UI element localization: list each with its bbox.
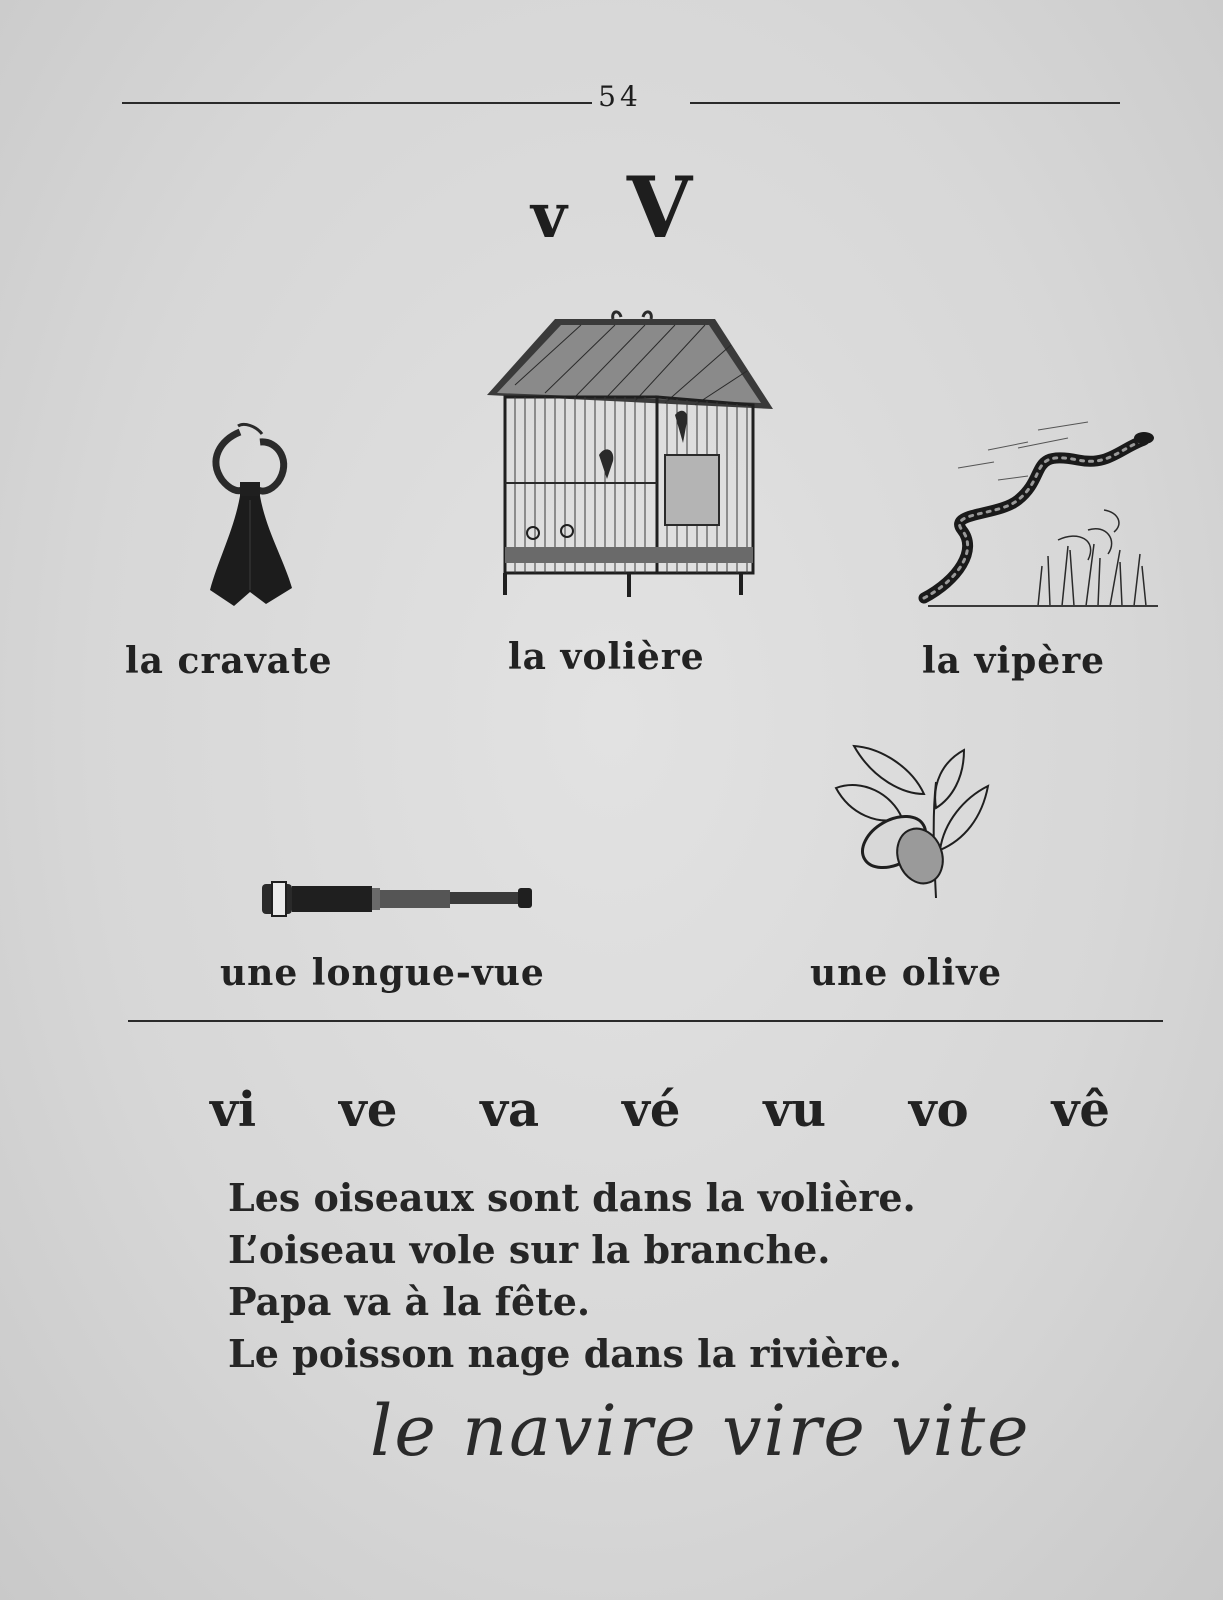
caption-olive: une olive <box>810 952 1002 994</box>
sentence: L’oiseau vole sur la branche. <box>228 1227 831 1272</box>
header-rule-left <box>122 102 592 104</box>
caption-viper: la vipère <box>922 640 1106 682</box>
page-number: 54 <box>598 80 642 113</box>
olive-icon <box>832 738 997 903</box>
syllable: vé <box>621 1082 681 1138</box>
sentence: Le poisson nage dans la rivière. <box>228 1331 902 1376</box>
header-rule-right <box>690 102 1120 104</box>
cursive-line: le navire vire vite <box>370 1390 1031 1472</box>
syllable: vu <box>763 1082 826 1138</box>
reading-sentences <box>228 1172 916 1380</box>
sentence: Les oiseaux sont dans la volière. <box>228 1175 916 1220</box>
letter-heading <box>0 158 1223 257</box>
caption-cravat: la cravate <box>125 640 333 682</box>
sentence: Papa va à la fête. <box>228 1279 591 1324</box>
syllable-row <box>210 1082 1110 1138</box>
viper-icon <box>918 420 1163 615</box>
syllable: vi <box>210 1082 257 1138</box>
caption-spyglass: une longue-vue <box>220 952 545 994</box>
syllable: vê <box>1051 1082 1110 1138</box>
section-divider <box>128 1020 1163 1022</box>
cravat-icon <box>200 420 300 615</box>
syllable: va <box>480 1082 540 1138</box>
uppercase-letter: V <box>626 158 693 257</box>
spyglass-icon <box>258 876 538 920</box>
aviary-icon <box>485 305 775 610</box>
lowercase-letter: v <box>530 179 567 252</box>
caption-aviary: la volière <box>508 636 705 678</box>
syllable: ve <box>338 1082 398 1138</box>
syllable: vo <box>908 1082 969 1138</box>
